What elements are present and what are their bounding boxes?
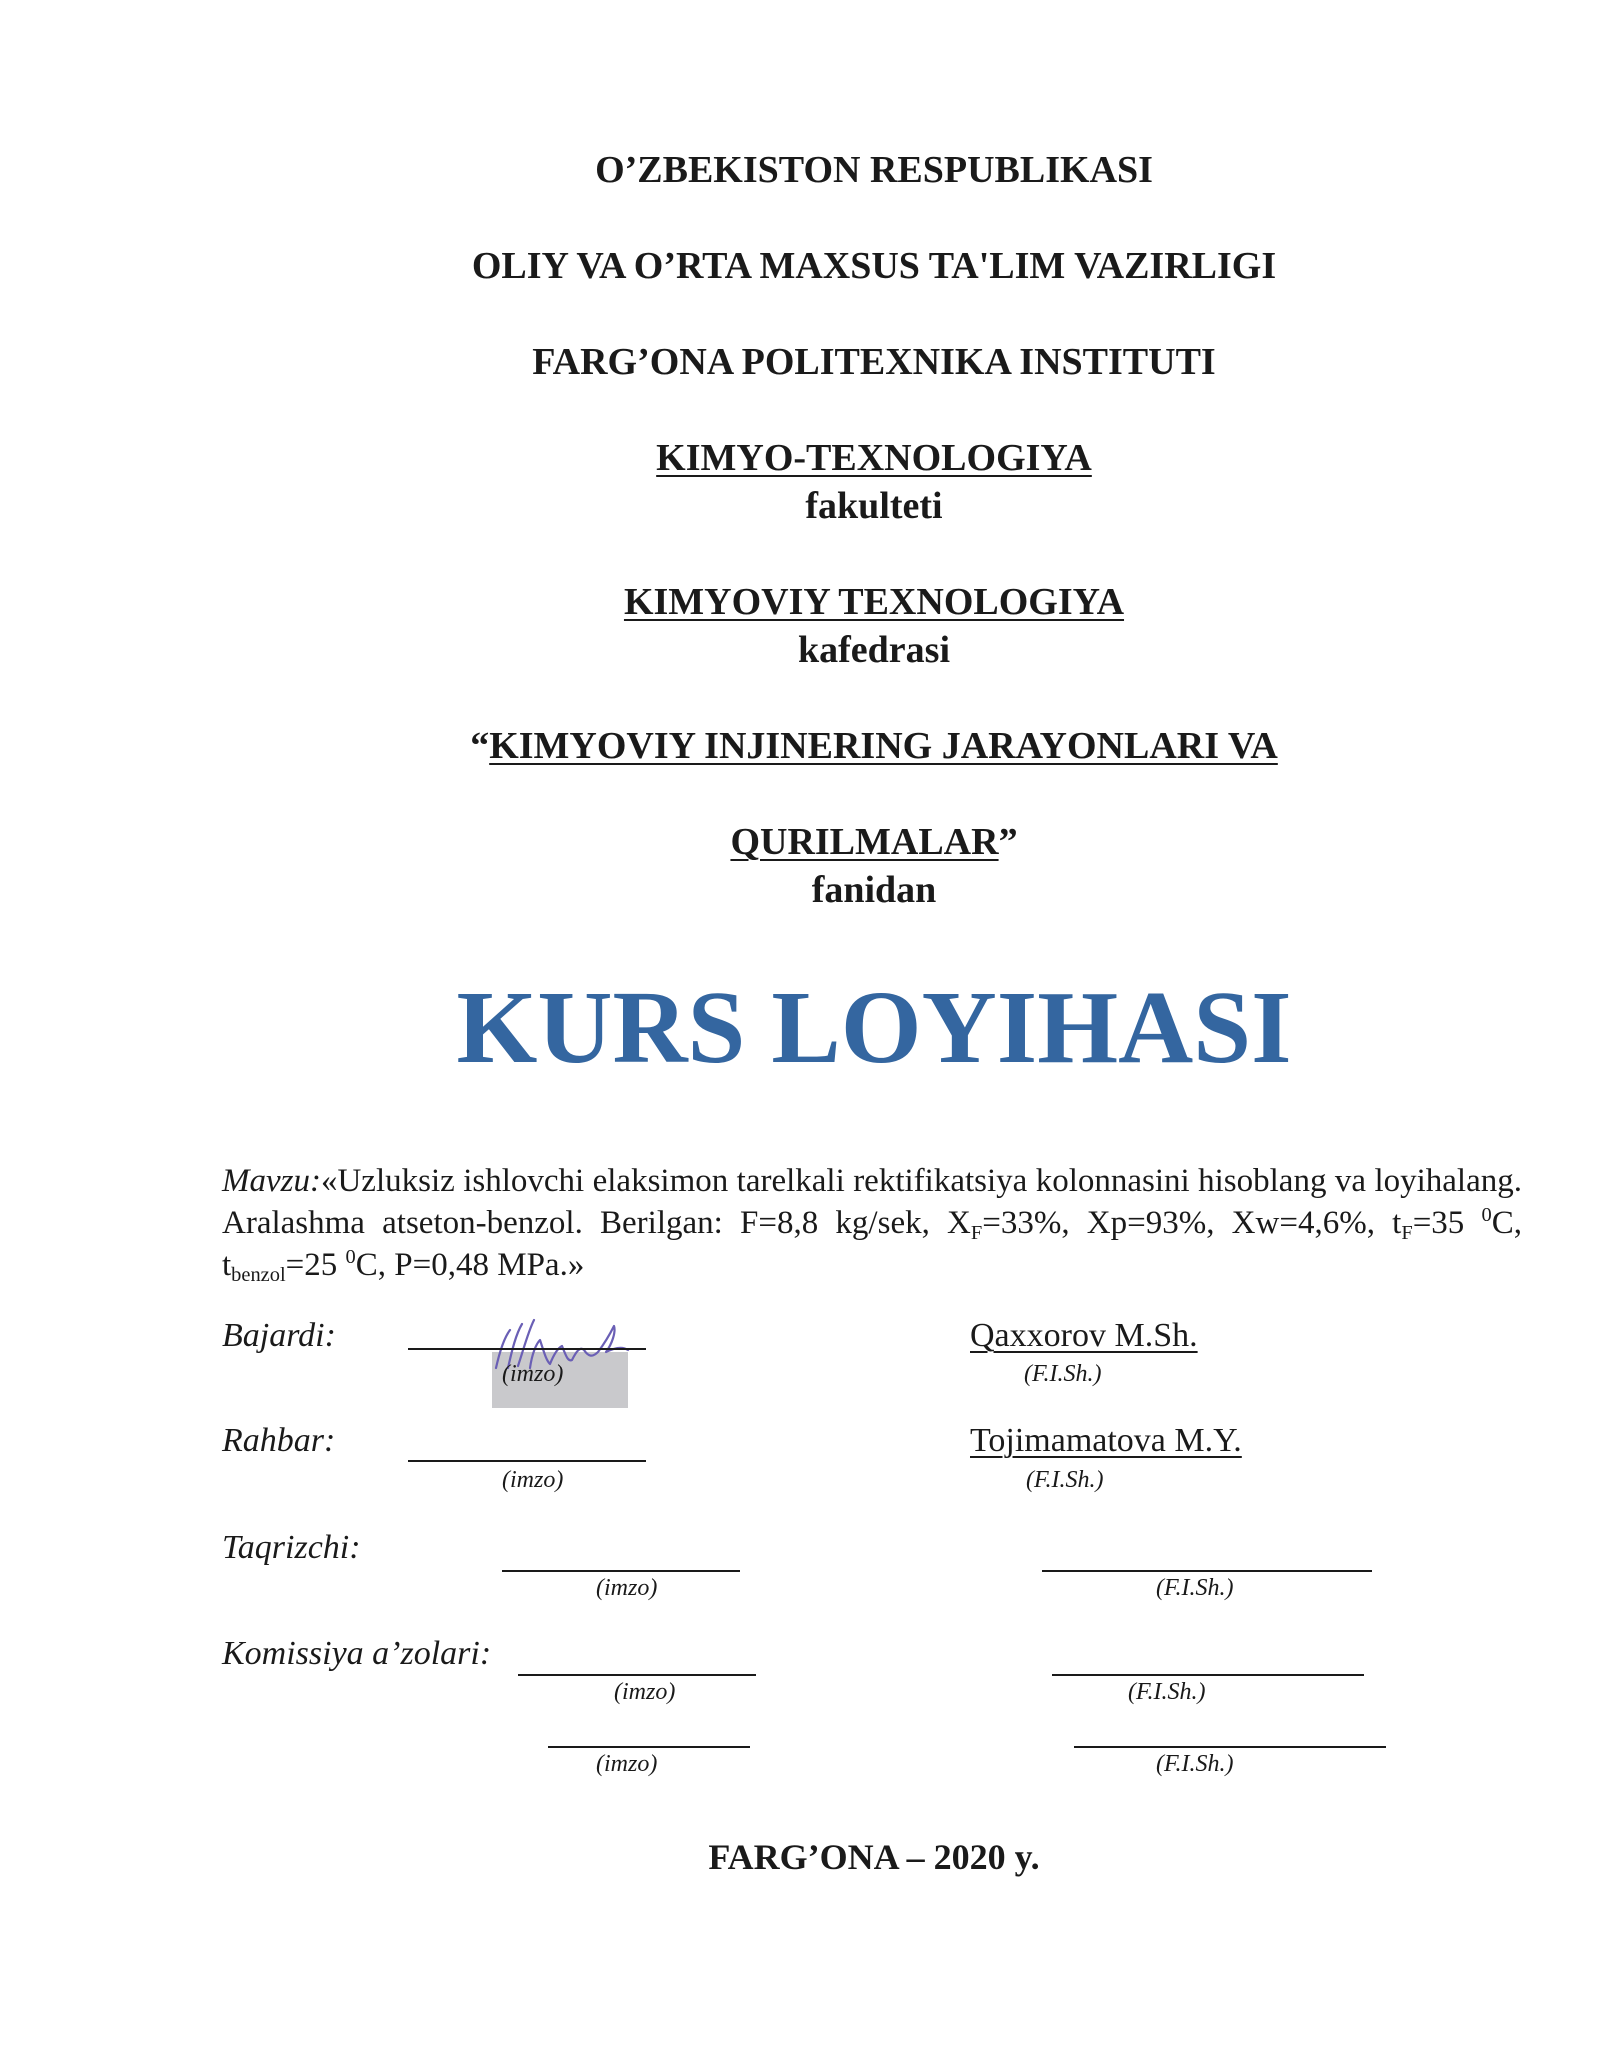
topic-text-c: =35 [1412,1205,1482,1241]
department-name: KIMYOVIY TEXNOLOGIYA [623,581,1125,623]
subject-name-part1: KIMYOVIY INJINERING JARAYONLARI VA [489,725,1278,767]
subject-open-quote: “ [470,725,490,767]
footer-city-year: FARG’ONA – 2020 y. [708,1837,1040,1877]
topic-sub-f1: F [970,1222,983,1244]
topic-paragraph [222,1160,1522,1286]
komissiya-imzo-caption-1: (imzo) [614,1679,676,1705]
bajardi-fish-caption: (F.I.Sh.) [1024,1361,1102,1387]
topic-sub-benzol: benzol [231,1264,286,1286]
komissiya-label: Komissiya a’zolari: [222,1635,492,1672]
topic-label: Mavzu: [222,1163,321,1199]
rahbar-label: Rahbar: [222,1422,336,1459]
department-name-line [74,580,1600,624]
header-republic: O’ZBEKISTON RESPUBLIKASI [595,149,1153,191]
topic-sup-1: 0 [1481,1204,1492,1226]
komissiya-imzo-caption-2: (imzo) [596,1751,658,1777]
subject-suffix: fanidan [811,869,937,911]
taqrizchi-imzo-caption: (imzo) [596,1575,658,1601]
subject-line-2 [74,820,1600,864]
topic-sup-2: 0 [345,1246,356,1268]
rahbar-signature-line [408,1460,646,1462]
taqrizchi-name-line [1042,1570,1372,1572]
komissiya-signature-line-2 [548,1746,750,1748]
rahbar-imzo-caption: (imzo) [502,1467,564,1493]
taqrizchi-fish-caption: (F.I.Sh.) [1156,1575,1234,1601]
header-institute: FARG’ONA POLITEXNIKA INSTITUTI [532,341,1216,383]
rahbar-fish-caption: (F.I.Sh.) [1026,1467,1104,1493]
document-title: KURS LOYIHASI [456,970,1292,1085]
topic-text-e: =25 [285,1247,346,1283]
topic-text-b: =33%, Xp=93%, Xw=4,6%, t [982,1205,1402,1241]
subject-close-quote: ” [998,821,1018,863]
bajardi-name: Qaxxorov M.Sh. [970,1317,1198,1354]
faculty-suffix: fakulteti [805,485,943,527]
komissiya-name-line-2 [1074,1746,1386,1748]
taqrizchi-signature-line [502,1570,740,1572]
bajardi-imzo-caption: (imzo) [502,1361,564,1387]
topic-text-a: «Uzluksiz ishlovchi elaksimon tarelkali rektifikatsiya kolonnasini hisoblang va loyihalang. Aralashma atseton-benzol. Berilgan: F=8,8 kg/sek, X [222,1163,1522,1241]
subject-line-1 [74,724,1600,768]
topic-sub-f2: F [1401,1222,1413,1244]
komissiya-name-line-1 [1052,1674,1364,1676]
header-ministry: OLIY VA O’RTA MAXSUS TA'LIM VAZIRLIGI [471,245,1277,287]
department-suffix: kafedrasi [798,629,950,671]
bajardi-signature-line [408,1348,646,1350]
faculty-name-line [74,436,1600,480]
bajardi-label: Bajardi: [222,1317,336,1354]
topic-text-f: C, P=0,48 MPa.» [355,1247,585,1283]
komissiya-fish-caption-2: (F.I.Sh.) [1156,1751,1234,1777]
taqrizchi-label: Taqrizchi: [222,1529,361,1566]
topic-text-d: C, t [222,1205,1522,1283]
subject-name-part2: QURILMALAR [730,821,999,863]
komissiya-signature-line-1 [518,1674,756,1676]
rahbar-name: Tojimamatova M.Y. [970,1422,1242,1459]
komissiya-fish-caption-1: (F.I.Sh.) [1128,1679,1206,1705]
faculty-name: KIMYO-TEXNOLOGIYA [656,437,1092,479]
